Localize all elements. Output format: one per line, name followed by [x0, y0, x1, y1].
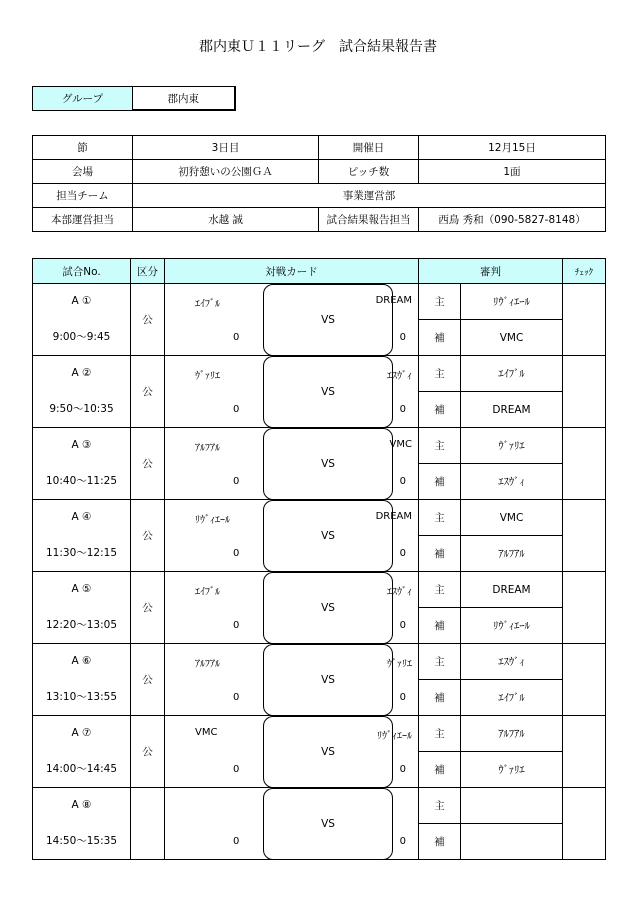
pitch-label: ピッチ数	[319, 160, 419, 184]
match-row	[33, 356, 606, 392]
sub-ref: DREAM	[461, 392, 563, 428]
vs-label: VS	[321, 673, 335, 686]
sub-ref-label: 補	[419, 392, 461, 428]
match-no: A ⑧	[71, 799, 92, 811]
sub-ref-label: 補	[419, 608, 461, 644]
main-ref-label: 主	[419, 500, 461, 536]
sub-ref: ﾘｳﾞｨｴｰﾙ	[461, 608, 563, 644]
report-value: 西鳥 秀和（090-5827-8148）	[419, 208, 606, 232]
match-row	[33, 716, 606, 752]
match-time: 9:50～10:35	[49, 403, 114, 415]
group-value: 郡内東	[133, 87, 235, 111]
away-score: 0	[399, 619, 406, 631]
match-time: 11:30～12:15	[45, 547, 118, 559]
match-kubun	[131, 788, 165, 860]
match-kubun: 公	[131, 284, 165, 356]
away-team: ｴｽｳﾞｨ	[387, 370, 412, 382]
report-label: 試合結果報告担当	[319, 208, 419, 232]
match-no-cell	[33, 716, 131, 788]
main-ref: ｱﾙﾌｱﾙ	[461, 716, 563, 752]
sub-ref-label: 補	[419, 824, 461, 860]
match-card	[165, 788, 419, 860]
match-kubun: 公	[131, 356, 165, 428]
main-ref-label: 主	[419, 644, 461, 680]
home-score: 0	[233, 691, 240, 703]
header-card: 対戦カード	[165, 259, 419, 284]
match-card	[165, 716, 419, 788]
away-team: VMC	[389, 438, 412, 450]
vs-label: VS	[321, 817, 335, 830]
home-score: 0	[233, 763, 240, 775]
match-row	[33, 788, 606, 824]
check-cell	[563, 716, 606, 788]
match-no: A ⑥	[71, 655, 92, 667]
main-ref-label: 主	[419, 788, 461, 824]
sub-ref: ｱﾙﾌｱﾙ	[461, 536, 563, 572]
header-referee: 審判	[419, 259, 563, 284]
match-no-cell	[33, 644, 131, 716]
schedule-table	[32, 258, 606, 860]
sub-ref: ｴｽｳﾞｨ	[461, 464, 563, 500]
vs-label: VS	[321, 745, 335, 758]
away-score: 0	[399, 835, 406, 847]
vs-box	[263, 572, 393, 644]
main-ref: ｳﾞｧﾘｴ	[461, 428, 563, 464]
away-team: DREAM	[375, 294, 412, 306]
home-score: 0	[233, 331, 240, 343]
vs-box	[263, 500, 393, 572]
away-score: 0	[399, 547, 406, 559]
home-score: 0	[233, 547, 240, 559]
match-card	[165, 644, 419, 716]
hq-value: 水越 誠	[133, 208, 319, 232]
match-no: A ⑦	[71, 727, 92, 739]
main-ref-label: 主	[419, 572, 461, 608]
home-team: ｴｲﾌﾞﾙ	[195, 298, 220, 310]
team-value: 事業運営部	[133, 184, 606, 208]
check-cell	[563, 428, 606, 500]
match-row	[33, 572, 606, 608]
vs-box	[263, 716, 393, 788]
header-kubun: 区分	[131, 259, 165, 284]
away-score: 0	[399, 763, 406, 775]
match-time: 14:00～14:45	[45, 763, 118, 775]
match-time: 9:00～9:45	[52, 331, 111, 343]
match-no-cell	[33, 356, 131, 428]
hq-label: 本部運営担当	[33, 208, 133, 232]
group-table	[32, 86, 236, 111]
main-ref: VMC	[461, 500, 563, 536]
away-score: 0	[399, 403, 406, 415]
vs-label: VS	[321, 313, 335, 326]
home-team: ｱﾙﾌｱﾙ	[195, 442, 220, 454]
match-kubun: 公	[131, 716, 165, 788]
match-no-cell	[33, 284, 131, 356]
setsu-label: 節	[33, 136, 133, 160]
sub-ref-label: 補	[419, 680, 461, 716]
check-cell	[563, 572, 606, 644]
match-row	[33, 428, 606, 464]
match-no: A ①	[71, 295, 92, 307]
date-value: 12月15日	[419, 136, 606, 160]
check-cell	[563, 284, 606, 356]
main-ref: ﾘｳﾞｨｴｰﾙ	[461, 284, 563, 320]
home-score: 0	[233, 835, 240, 847]
match-row	[33, 644, 606, 680]
match-no-cell	[33, 788, 131, 860]
sub-ref-label: 補	[419, 464, 461, 500]
match-card	[165, 428, 419, 500]
match-kubun: 公	[131, 572, 165, 644]
venue-value: 初狩憩いの公園ＧＡ	[133, 160, 319, 184]
setsu-value: 3日目	[133, 136, 319, 160]
vs-box	[263, 788, 393, 860]
home-team: ｱﾙﾌｱﾙ	[195, 658, 220, 670]
match-row	[33, 500, 606, 536]
check-cell	[563, 500, 606, 572]
match-no: A ⑤	[71, 583, 92, 595]
sub-ref-label: 補	[419, 536, 461, 572]
away-team: ｴｽｳﾞｨ	[387, 586, 412, 598]
match-no: A ③	[71, 439, 92, 451]
vs-box	[263, 428, 393, 500]
home-team: ｴｲﾌﾞﾙ	[195, 586, 220, 598]
match-time: 12:20～13:05	[45, 619, 118, 631]
sub-ref: ｳﾞｧﾘｴ	[461, 752, 563, 788]
match-time: 10:40～11:25	[45, 475, 118, 487]
match-kubun: 公	[131, 428, 165, 500]
vs-label: VS	[321, 529, 335, 542]
check-cell	[563, 356, 606, 428]
away-score: 0	[399, 691, 406, 703]
venue-label: 会場	[33, 160, 133, 184]
vs-box	[263, 644, 393, 716]
match-row	[33, 284, 606, 320]
home-score: 0	[233, 403, 240, 415]
vs-box	[263, 284, 393, 356]
match-time: 13:10～13:55	[45, 691, 118, 703]
check-cell	[563, 788, 606, 860]
sub-ref	[461, 824, 563, 860]
home-team: ｳﾞｧﾘｴ	[195, 370, 220, 382]
pitch-value: 1面	[419, 160, 606, 184]
match-no-cell	[33, 572, 131, 644]
away-team: ｳﾞｧﾘｴ	[387, 658, 412, 670]
vs-label: VS	[321, 457, 335, 470]
match-kubun: 公	[131, 644, 165, 716]
main-ref-label: 主	[419, 284, 461, 320]
vs-label: VS	[321, 601, 335, 614]
info-table	[32, 135, 606, 232]
main-ref	[461, 788, 563, 824]
sub-ref-label: 補	[419, 320, 461, 356]
page-title: 郡内東Ｕ１１リーグ 試合結果報告書	[199, 39, 437, 55]
match-no: A ②	[71, 367, 92, 379]
match-card	[165, 572, 419, 644]
sub-ref-label: 補	[419, 752, 461, 788]
home-score: 0	[233, 619, 240, 631]
away-team: ﾘｳﾞｨｴｰﾙ	[377, 730, 412, 742]
match-card	[165, 356, 419, 428]
sub-ref: VMC	[461, 320, 563, 356]
main-ref-label: 主	[419, 428, 461, 464]
team-label: 担当チーム	[33, 184, 133, 208]
match-kubun: 公	[131, 500, 165, 572]
check-cell	[563, 644, 606, 716]
vs-box	[263, 356, 393, 428]
home-team: VMC	[195, 726, 218, 738]
match-card	[165, 284, 419, 356]
main-ref: ｴｽｳﾞｨ	[461, 644, 563, 680]
group-label: グループ	[33, 87, 133, 111]
match-card	[165, 500, 419, 572]
date-label: 開催日	[319, 136, 419, 160]
header-match-no: 試合No.	[33, 259, 131, 284]
away-team: DREAM	[375, 510, 412, 522]
home-team: ﾘｳﾞｨｴｰﾙ	[195, 514, 230, 526]
match-time: 14:50～15:35	[45, 835, 118, 847]
main-ref-label: 主	[419, 356, 461, 392]
header-check: ﾁｪｯｸ	[563, 259, 606, 284]
main-ref: ｴｲﾌﾞﾙ	[461, 356, 563, 392]
away-score: 0	[399, 475, 406, 487]
match-no-cell	[33, 428, 131, 500]
sub-ref: ｴｲﾌﾞﾙ	[461, 680, 563, 716]
match-no: A ④	[71, 511, 92, 523]
main-ref-label: 主	[419, 716, 461, 752]
home-score: 0	[233, 475, 240, 487]
main-ref: DREAM	[461, 572, 563, 608]
away-score: 0	[399, 331, 406, 343]
match-no-cell	[33, 500, 131, 572]
vs-label: VS	[321, 385, 335, 398]
